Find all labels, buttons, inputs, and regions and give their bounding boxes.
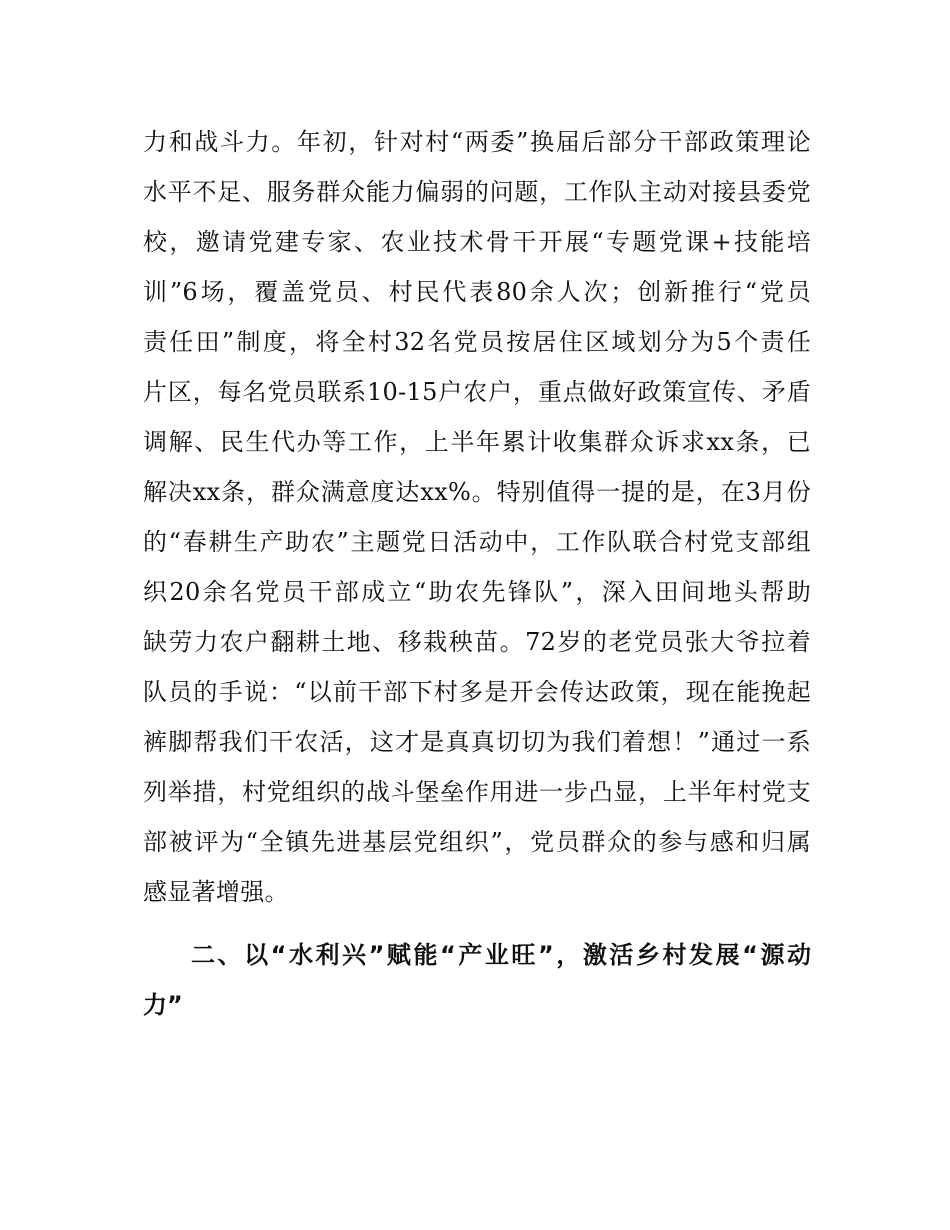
paragraph-line: 列举措，村党组织的战斗堡垒作用进一步凸显，上半年村党支 — [143, 778, 811, 806]
paragraph-line: 缺劳力农户翻耕土地、移栽秧苗。72岁的老党员张大爷拉着 — [143, 628, 811, 656]
paragraph-line: 力和战斗力。年初，针对村“两委”换届后部分干部政策理论 — [143, 128, 811, 156]
paragraph-line-last: 感显著增强。 — [143, 878, 289, 906]
paragraph-line: 裤脚帮我们干农活，这才是真真切切为我们着想！”通过一系 — [143, 728, 811, 756]
paragraph-line: 解决xx条，群众满意度达xx%。特别值得一提的是，在3月份 — [143, 478, 811, 506]
paragraph-line: 片区，每名党员联系10-15户农户，重点做好政策宣传、矛盾 — [143, 378, 811, 406]
paragraph-line: 责任田”制度，将全村32名党员按居住区域划分为5个责任 — [143, 328, 811, 356]
section-heading: 二、以“水利兴”赋能“产业旺”，激活乡村发展“源动 — [191, 941, 811, 969]
paragraph-line: 队员的手说：“以前干部下村多是开会传达政策，现在能挽起 — [143, 678, 811, 706]
paragraph-line: 的“春耕生产助农”主题党日活动中，工作队联合村党支部组 — [143, 528, 811, 556]
paragraph-line: 织20余名党员干部成立“助农先锋队”，深入田间地头帮助 — [143, 578, 811, 606]
paragraph-line: 调解、民生代办等工作，上半年累计收集群众诉求xx条，已 — [143, 428, 811, 456]
paragraph-line: 校，邀请党建专家、农业技术骨干开展“专题党课+技能培 — [143, 228, 811, 256]
paragraph-line: 水平不足、服务群众能力偏弱的问题，工作队主动对接县委党 — [143, 178, 811, 206]
paragraph-line: 部被评为“全镇先进基层党组织”，党员群众的参与感和归属 — [143, 828, 811, 856]
section-heading-continuation: 力” — [143, 991, 183, 1019]
paragraph-line: 训”6场，覆盖党员、村民代表80余人次；创新推行“党员 — [143, 278, 811, 306]
